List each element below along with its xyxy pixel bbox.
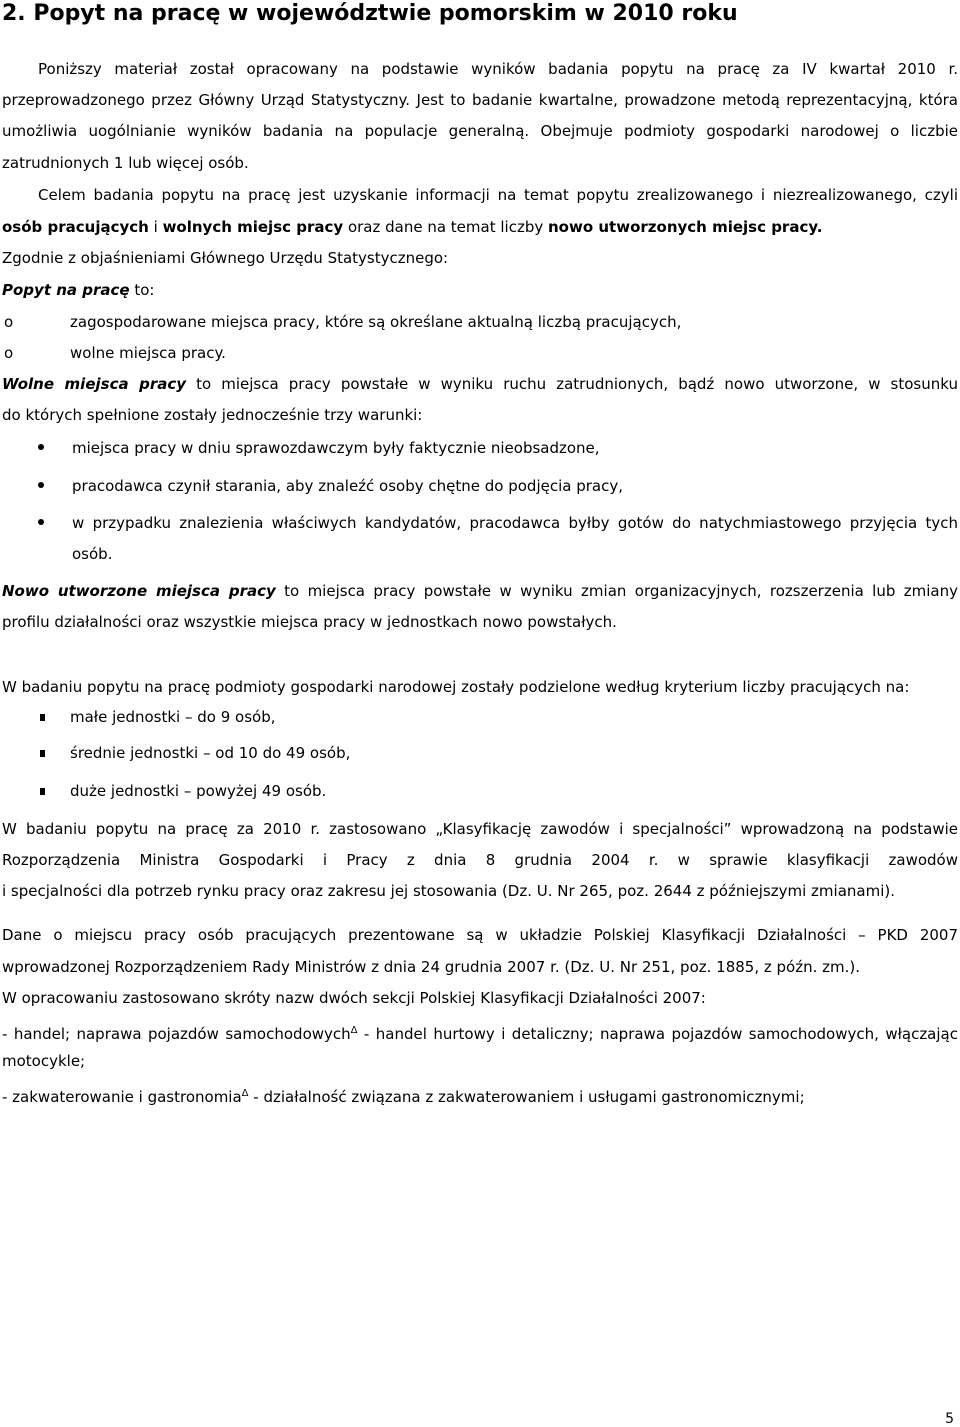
abbr-handel-line-2: motocykle; <box>2 1052 86 1070</box>
list-item: małe jednostki – do 9 osób, <box>70 708 276 726</box>
list-item: pracodawca czynił starania, aby znaleźć osoby chętne do podjęcia pracy, <box>72 477 623 495</box>
abbr-gastronomia-name: - zakwaterowanie i gastronomia <box>2 1088 242 1106</box>
term-nowo-utworzone: nowo utworzonych miejsc pracy. <box>548 218 823 236</box>
list-item: zagospodarowane miejsca pracy, które są określane aktualną liczbą pracujących, <box>70 313 682 331</box>
goal-line-1: Celem badania popytu na pracę jest uzyskanie informacji na temat popytu zrealizowanego i niezrealizowanego, czyli <box>38 186 958 204</box>
list-marker-circle: o <box>4 313 14 331</box>
bullet-dot <box>38 482 44 488</box>
intro-line-4: zatrudnionych 1 lub więcej osób. <box>2 154 249 172</box>
klasyf-line-3: i specjalności dla potrzeb rynku pracy oraz zakresu jej stosowania (Dz. U. Nr 265, poz. 2644 z późniejszymi zmianami). <box>2 882 895 900</box>
wolne-definition-line-2: do których spełnione zostały jednocześnie trzy warunki: <box>2 406 423 424</box>
klasyf-line-2: Rozporządzenia Ministra Gospodarki i Pracy z dnia 8 grudnia 2004 r. w sprawie klasyfikacji zawodów <box>2 851 958 869</box>
page-number: 5 <box>945 1411 954 1427</box>
list-item: miejsca pracy w dniu sprawozdawczym były faktycznie nieobsadzone, <box>72 439 600 457</box>
wolne-definition-line-1: Wolne miejsca pracy to miejsca pracy powstałe w wyniku ruchu zatrudnionych, bądź nowo utworzone, w stosunku <box>2 375 958 393</box>
bullet-square <box>40 750 45 757</box>
abbr-handel-line-1: - handel; naprawa pojazdów samochodowych$^\Delta$ - handel hurtowy i detaliczny; naprawa pojazdów samochodowych, włączając <box>2 1025 958 1043</box>
goal-line-2: osób pracujących i wolnych miejsc pracy oraz dane na temat liczby nowo utworzonych miejsc pracy. <box>2 218 823 236</box>
intro-line-1: Poniższy materiał został opracowany na podstawie wyników badania popytu na pracę za IV kwartał 2010 r. <box>38 60 958 78</box>
list-item: duże jednostki – powyżej 49 osób. <box>70 782 327 800</box>
bullet-dot <box>38 519 44 525</box>
term-wolne-miejsca-pracy: Wolne miejsca pracy <box>2 375 187 393</box>
term-nowo-utworzone-miejsca: Nowo utworzone miejsca pracy <box>2 582 276 600</box>
pkd-line-2: wprowadzonej Rozporządzeniem Rady Ministrów z dnia 24 grudnia 2007 r. (Dz. U. Nr 251, poz. 1885, z późn. zm.). <box>2 958 860 976</box>
bullet-dot <box>38 444 44 450</box>
list-marker-circle: o <box>4 344 14 362</box>
bullet-square <box>40 714 45 721</box>
abbr-handel-name: - handel; naprawa pojazdów samochodowych <box>2 1025 351 1043</box>
term-wolne-miejsca: wolnych miejsc pracy <box>162 218 344 236</box>
delta-mark: Δ <box>241 1088 249 1099</box>
bullet-square <box>40 788 45 795</box>
gus-intro: Zgodnie z objaśnieniami Głównego Urzędu Statystycznego: <box>2 249 449 267</box>
klasyf-line-1: W badaniu popytu na pracę za 2010 r. zastosowano „Klasyfikację zawodów i specjalności” wprowadzoną na podstawie <box>2 820 958 838</box>
popyt-definition: Popyt na pracę to: <box>2 281 155 299</box>
list-item: wolne miejsca pracy. <box>70 344 226 362</box>
list-item: w przypadku znalezienia właściwych kandydatów, pracodawca byłby gotów do natychmiastowego przyjęcia tych <box>72 514 958 532</box>
intro-line-3: umożliwia uogólnianie wyników badania na populacje generalną. Obejmuje podmioty gospodarki narodowej o liczbie <box>2 122 958 140</box>
abbr-gastronomia: - zakwaterowanie i gastronomia$^\Delta$ - działalność związana z zakwaterowaniem i usługami gastronomicznymi; <box>2 1088 805 1106</box>
nowo-definition-line-2: profilu działalności oraz wszystkie miejsca pracy w jednostkach nowo powstałych. <box>2 613 617 631</box>
term-popyt: Popyt na pracę <box>2 281 130 299</box>
pkd-line-1: Dane o miejscu pracy osób pracujących prezentowane są w układzie Polskiej Klasyfikacji Działalności – PKD 2007 <box>2 926 958 944</box>
intro-line-2: przeprowadzonego przez Główny Urząd Statystyczny. Jest to badanie kwartalne, prowadzone metodą reprezentacyjną, która <box>2 91 958 109</box>
list-item-continuation: osób. <box>72 545 113 563</box>
term-osoby-pracujace: osób pracujących <box>2 218 149 236</box>
page-heading: 2. Popyt na pracę w województwie pomorskim w 2010 roku <box>2 1 738 26</box>
nowo-definition-line-1: Nowo utworzone miejsca pracy to miejsca pracy powstałe w wyniku zmian organizacyjnych, rozszerzenia lub zmiany <box>2 582 958 600</box>
delta-mark: Δ <box>350 1025 358 1036</box>
pkd-line-3: W opracowaniu zastosowano skróty nazw dwóch sekcji Polskiej Klasyfikacji Działalności 2007: <box>2 989 706 1007</box>
kryterium-text: W badaniu popytu na pracę podmioty gospodarki narodowej zostały podzielone według kryterium liczby pracujących na: <box>2 678 910 696</box>
list-item: średnie jednostki – od 10 do 49 osób, <box>70 744 351 762</box>
